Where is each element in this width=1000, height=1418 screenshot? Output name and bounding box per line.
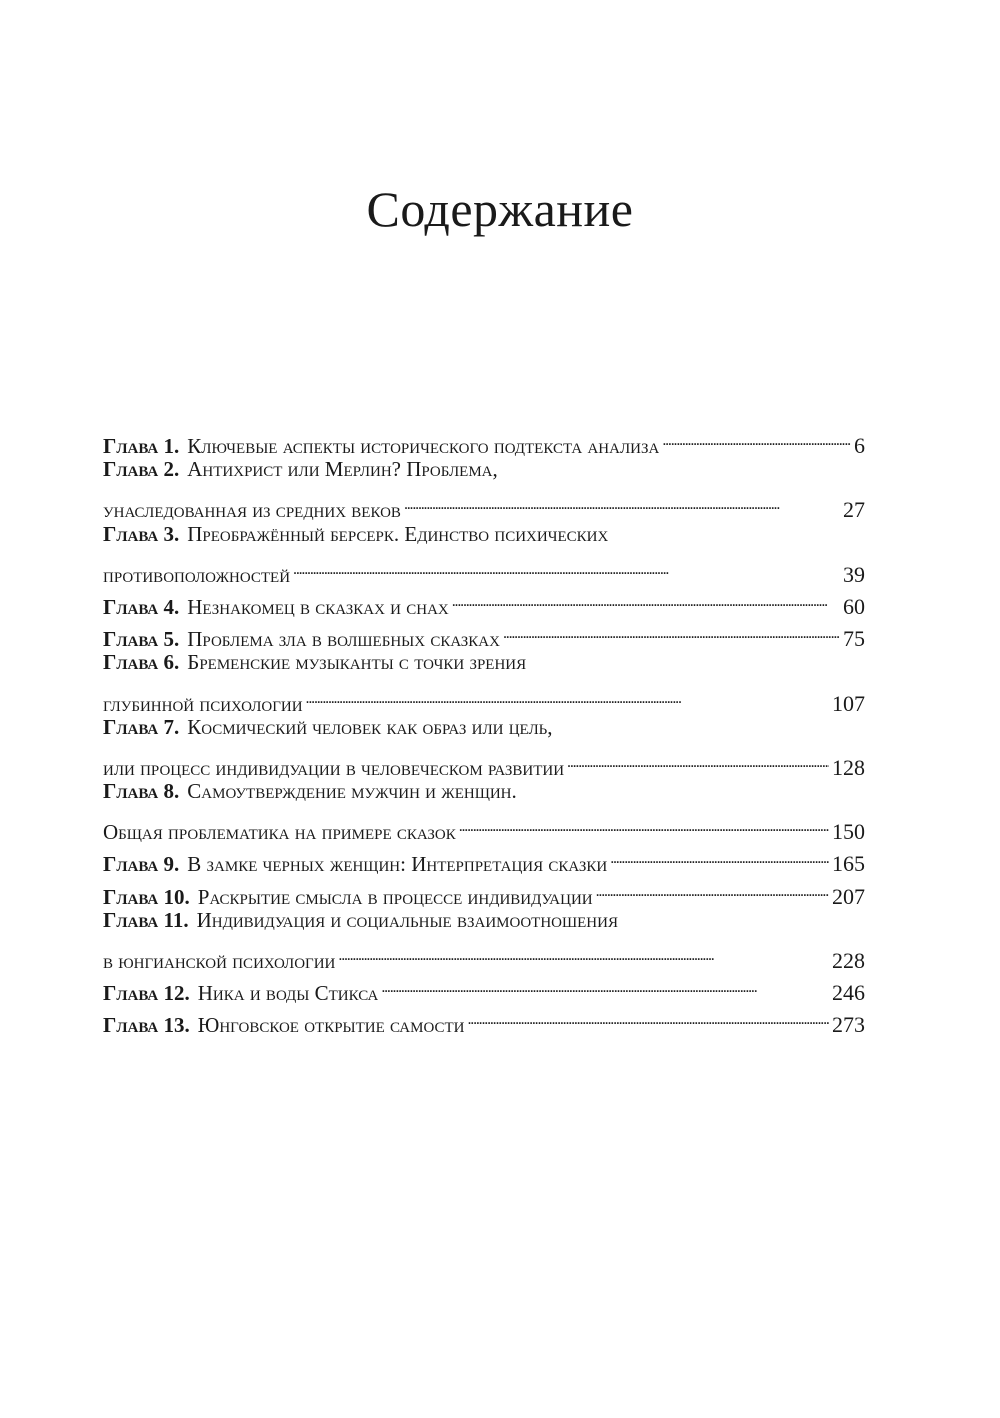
chapter-title: Самоутверждение мужчин и женщин. <box>187 779 517 804</box>
dot-leader <box>381 968 829 1000</box>
chapter-title: Бременские музыканты с точки зрения <box>187 650 527 675</box>
dot-leader <box>567 743 829 775</box>
toc-entry-7[interactable] <box>103 711 865 743</box>
chapter-title: Незнакомец в сказках и снах <box>187 594 449 619</box>
toc-entry-8[interactable] <box>103 775 865 807</box>
toc-entry-7-cont[interactable] <box>103 743 865 780</box>
page-number: 6 <box>854 433 865 458</box>
page-number: 273 <box>832 1012 865 1038</box>
chapter-label: Глава 13. <box>103 1013 190 1038</box>
chapter-label: Глава 11. <box>103 907 189 932</box>
chapter-label: Глава 6. <box>103 650 180 675</box>
toc-entry-11[interactable] <box>103 904 865 936</box>
chapter-title-cont: в юнгианской психологии <box>103 949 336 973</box>
chapter-title: Космический человек как образ или цель, <box>187 714 553 739</box>
dot-leader <box>503 614 840 646</box>
chapter-label: Глава 1. <box>103 434 180 458</box>
page-title: Содержание <box>366 181 634 237</box>
chapter-title-cont: Общая проблематика на примере сказок <box>103 820 456 845</box>
dot-leader <box>610 839 829 871</box>
chapter-title-cont: или процесс индивидуации в человеческом развитии <box>103 755 565 780</box>
toc-entry-3[interactable] <box>103 518 865 550</box>
chapter-title: Раскрытие смысла в процессе индивидуации <box>197 884 593 909</box>
dot-leader <box>452 582 840 614</box>
chapter-label: Глава 4. <box>103 594 180 619</box>
page-number: 150 <box>832 819 865 845</box>
toc-entry-2-cont[interactable] <box>103 485 865 523</box>
chapter-title: Проблема зла в волшебных сказках <box>187 627 500 652</box>
chapter-title-cont: противоположностей <box>103 562 291 587</box>
chapter-label: Глава 8. <box>103 779 180 804</box>
chapter-label: Глава 5. <box>103 627 180 652</box>
chapter-title: Ключевые аспекты исторического подтекста анализа <box>187 434 660 458</box>
toc-entry-6-cont[interactable] <box>103 679 865 716</box>
chapter-label: Глава 2. <box>103 457 180 482</box>
page-number: 60 <box>843 593 865 619</box>
toc-entry-6[interactable] <box>103 646 865 678</box>
page-number: 75 <box>843 626 865 652</box>
chapter-title: Ника и воды Стикса <box>197 981 379 1006</box>
page-number: 27 <box>843 497 865 523</box>
dot-leader <box>404 485 840 517</box>
chapter-title: В замке черных женщин: Интерпретация сказки <box>187 852 608 877</box>
toc-entry-8-cont[interactable] <box>103 807 865 845</box>
chapter-label: Глава 7. <box>103 714 180 739</box>
chapter-title-cont: унаследованная из средних веков <box>103 498 401 523</box>
toc-entry-11-cont[interactable] <box>103 936 865 973</box>
chapter-label: Глава 10. <box>103 884 190 909</box>
page-number: 165 <box>832 851 865 877</box>
dot-leader <box>293 550 840 582</box>
page-number: 207 <box>832 883 865 909</box>
toc-entry-2[interactable] <box>103 453 865 485</box>
chapter-label: Глава 12. <box>103 981 190 1006</box>
dot-leader <box>338 936 829 968</box>
dot-leader <box>306 679 829 711</box>
dot-leader <box>596 872 829 904</box>
page-number: 107 <box>832 690 865 716</box>
dot-leader <box>459 807 829 839</box>
toc-entry-3-cont[interactable] <box>103 550 865 587</box>
page-number: 128 <box>832 754 865 780</box>
chapter-label: Глава 3. <box>103 521 180 546</box>
chapter-title: Юнговское открытие самости <box>197 1013 465 1038</box>
dot-leader <box>467 1000 829 1032</box>
page-number: 228 <box>832 948 865 973</box>
chapter-title-cont: глубинной психологии <box>103 691 303 716</box>
toc-entry-1[interactable] <box>103 421 865 458</box>
page-number: 39 <box>843 561 865 587</box>
chapter-label: Глава 9. <box>103 852 180 877</box>
dot-leader <box>662 421 851 453</box>
chapter-title: Антихрист или Мерлин? Проблема, <box>187 457 498 482</box>
chapter-title: Индивидуация и социальные взаимоотношения <box>196 907 618 932</box>
table-of-contents <box>103 421 865 1038</box>
chapter-title: Преображённый берсерк. Единство психических <box>187 521 609 546</box>
page-number: 246 <box>832 980 865 1006</box>
